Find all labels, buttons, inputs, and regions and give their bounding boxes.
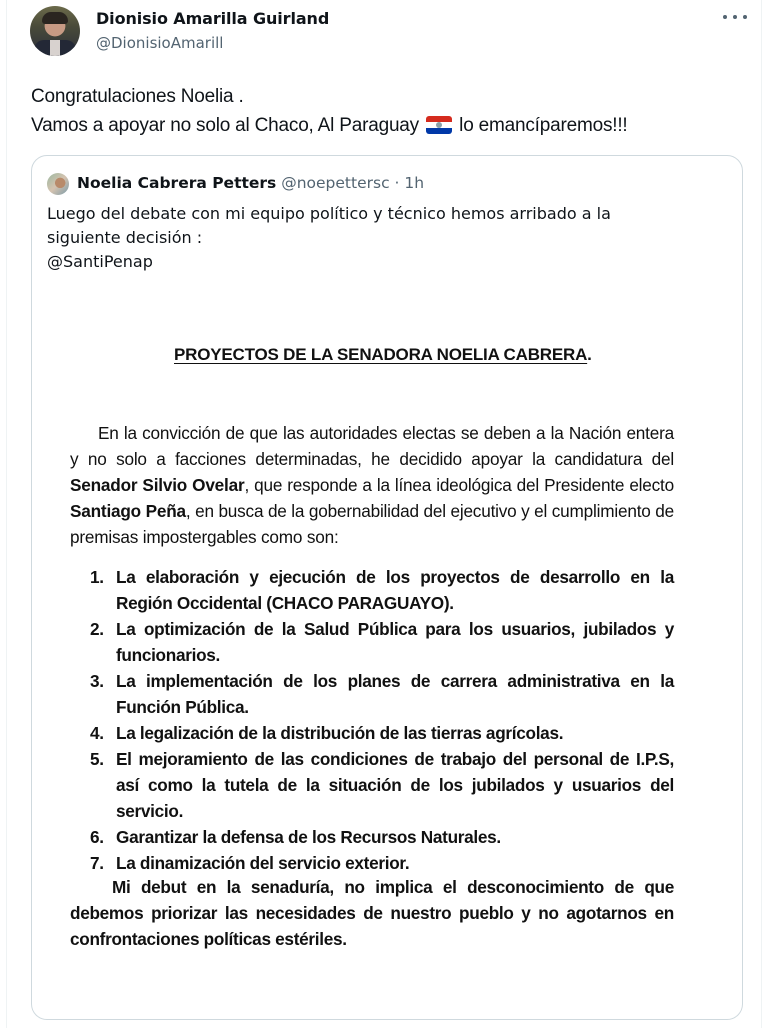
quoted-author-handle[interactable]: @noepettersc [281,174,390,192]
tweet-text-line-2-end: lo emancíparemos!!! [459,115,628,136]
list-item-number: 4. [90,723,104,743]
quoted-tweet-card[interactable] [31,155,743,1020]
mention-link[interactable]: @SantiPenap [47,252,153,271]
quoted-tweet-header [77,174,424,192]
list-item-number: 2. [90,619,104,639]
more-options-icon[interactable] [723,10,747,24]
author-avatar[interactable] [30,6,80,56]
avatar-hair [42,12,68,24]
paragraph-bold-senator: Senador Silvio Ovelar [70,475,245,495]
document-closing-paragraph: Mi debut en la senaduría, no implica el desconocimiento de que debemos priorizar las necesidades de nuestro pueblo y no agotarnos en confrontaciones políticas estériles. [70,877,674,949]
list-item-text: La elaboración y ejecución de los proyectos de desarrollo en la Región Occidental (CHACO PARAGUAYO). [116,567,674,613]
list-item-number: 5. [90,749,104,769]
list-item [90,746,674,824]
author-name[interactable]: Dionisio Amarilla Guirland [96,9,330,28]
document-title [174,345,592,365]
more-dot [743,15,747,19]
document-title-period: . [587,345,592,364]
list-item [90,824,674,850]
document-title-text: PROYECTOS DE LA SENADORA NOELIA CABRERA [174,345,588,364]
tweet [6,0,762,1028]
document-intro-paragraph [70,420,674,550]
more-dot [723,15,727,19]
separator-dot: · [394,174,400,192]
list-item-number: 3. [90,671,104,691]
list-item-text: La implementación de los planes de carrera administrativa en la Función Pública. [116,671,674,717]
list-item [90,850,674,876]
list-item-number: 6. [90,827,104,847]
list-item-text: El mejoramiento de las condiciones de trabajo del personal de I.P.S, así como la tutela de la situación de los jubilados y usuarios del servicio. [116,749,674,821]
paraguay-flag-icon [426,116,452,134]
quoted-text-line-2: siguiente decisión : [47,228,203,247]
document-project-list [90,564,674,876]
paragraph-bold-president: Santiago Peña [70,501,186,521]
tweet-text [31,82,628,140]
list-item [90,720,674,746]
paragraph-text: , en busca de la gobernabilidad del ejecutivo y el cumplimiento de premisas impostergables como son: [70,501,674,547]
list-item [90,564,674,616]
list-item [90,616,674,668]
list-item-text: La dinamización del servicio exterior. [116,853,410,873]
paragraph-text: En la convicción de que las autoridades electas se deben a la Nación entera y no solo a facciones determinadas, he decidido apoyar la candidatura del [70,423,674,469]
list-item [90,668,674,720]
quoted-tweet-time[interactable]: 1h [404,174,425,192]
paragraph-text: , que responde a la línea ideológica del Presidente electo [244,475,674,495]
quoted-author-avatar[interactable] [47,173,69,195]
list-item-text: La legalización de la distribución de las tierras agrícolas. [116,723,564,743]
avatar-shirt [50,40,60,56]
tweet-text-line-2-start: Vamos a apoyar no solo al Chaco, Al Paraguay [31,115,419,136]
more-dot [733,15,737,19]
quoted-text-line-1: Luego del debate con mi equipo político y técnico hemos arribado a la [47,204,611,223]
quoted-author-name[interactable]: Noelia Cabrera Petters [77,174,277,192]
tweet-text-line-2 [31,111,628,140]
list-item-number: 7. [90,853,104,873]
list-item-text: Garantizar la defensa de los Recursos Naturales. [116,827,501,847]
list-item-number: 1. [90,567,104,587]
tweet-text-line-1: Congratulaciones Noelia . [31,86,244,107]
author-handle[interactable]: @DionisioAmarill [96,34,224,52]
quoted-tweet-text [47,202,727,274]
list-item-text: La optimización de la Salud Pública para los usuarios, jubilados y funcionarios. [116,619,674,665]
